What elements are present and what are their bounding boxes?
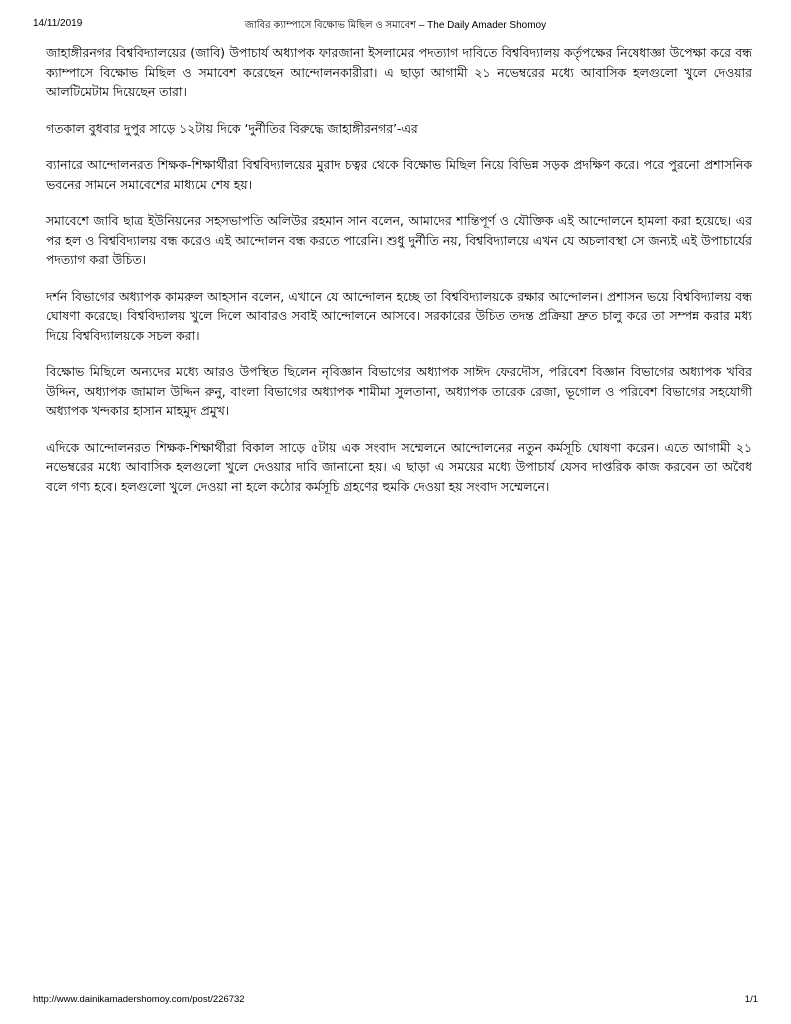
page-number: 1/1 [744,994,758,1005]
article-paragraph: এদিকে আন্দোলনরত শিক্ষক-শিক্ষার্থীরা বিকাল সাড়ে ৫টায় এক সংবাদ সম্মেলনে আন্দোলনের নতুন কর্মসূচি ঘোষণা করেন। এতে আগামী ২১ নভেম্বরের মধ্যে আবাসিক হলগুলো খুলে দেওয়ার দাবি জানানো হয়। এ ছাড়া এ সময়ের মধ্যে উপাচার্য যেসব দাপ্তরিক কাজ করবেন তা অবৈধ বলে গণ্য হবে। হলগুলো খুলে দেওয়া না হলে কঠোর কর্মসূচি গ্রহণের হুমকি দেওয়া হয় সংবাদ সম্মেলনে। [46,439,752,494]
article-paragraph: গতকাল বুধবার দুপুর সাড়ে ১২টায় দিকে ‘দুর্নীতির বিরুদ্ধে জাহাঙ্গীরনগর’-এর [46,120,418,136]
page-title: জাবির ক্যাম্পাসে বিক্ষোভ মিছিল ও সমাবেশ – The Daily Amader Shomoy [244,20,547,31]
article-paragraph: দর্শন বিভাগের অধ্যাপক কামরুল আহসান বলেন, এখানে যে আন্দোলন হচ্ছে তা বিশ্ববিদ্যালয়কে রক্ষার আন্দোলন। প্রশাসন ভয়ে বিশ্ববিদ্যালয় বন্ধ ঘোষণা করেছে। বিশ্ববিদ্যালয় খুলে দিলে আবারও সবাই আন্দোলনে আসবে। সরকারের উচিত তদন্ত প্রক্রিয়া দ্রুত চালু করে তা সম্পন্ন করার মধ্য দিয়ে বিশ্ববিদ্যালয়কে সচল করা। [46,288,752,343]
article-paragraph: জাহাঙ্গীরনগর বিশ্ববিদ্যালয়ের (জাবি) উপাচার্য অধ্যাপক ফারজানা ইসলামের পদত্যাগ দাবিতে বিশ্ববিদ্যালয় কর্তৃপক্ষের নিষেধাজ্ঞা উপেক্ষা করে বন্ধ ক্যাম্পাসে বিক্ষোভ মিছিল ও সমাবেশ করেছেন আন্দোলনকারীরা। এ ছাড়া আগামী ২১ নভেম্বরের মধ্যে আবাসিক হলগুলো খুলে দেওয়ার আলটিমেটাম দিয়েছেন তারা। [46,45,752,99]
article-paragraph: বিক্ষোভ মিছিলে অন্যদের মধ্যে আরও উপস্থিত ছিলেন নৃবিজ্ঞান বিভাগের অধ্যাপক সাঈদ ফেরদৌস, পরিবেশ বিজ্ঞান বিভাগের অধ্যাপক খবির উদ্দিন, অধ্যাপক জামাল উদ্দিন রুনু, বাংলা বিভাগের অধ্যাপক শামীমা সুলতানা, অধ্যাপক তারেক রেজা, ভূগোল ও পরিবেশ বিভাগের সহযোগী অধ্যাপক খন্দকার হাসান মাহমুদ প্রমুখ। [46,364,752,418]
print-date: 14/11/2019 [33,18,83,29]
source-url: http://www.dainikamadershomoy.com/post/226732 [33,994,245,1005]
article-body [46,43,752,513]
article-paragraph: ব্যানারে আন্দোলনরত শিক্ষক-শিক্ষার্থীরা বিশ্ববিদ্যালয়ের মুরাদ চত্বর থেকে বিক্ষোভ মিছিল নিয়ে বিভিন্ন সড়ক প্রদক্ষিণ করে। পরে পুরনো প্রশাসনিক ভবনের সামনে সমাবেশের মাধ্যমে শেষ হয়। [46,157,752,192]
article-paragraph: সমাবেশে জাবি ছাত্র ইউনিয়নের সহসভাপতি অলিউর রহমান সান বলেন, আমাদের শান্তিপূর্ণ ও যৌক্তিক এই আন্দোলনে হামলা করা হয়েছে। এর পর হল ও বিশ্ববিদ্যালয় বন্ধ করেও এই আন্দোলন বন্ধ করতে পারেনি। শুধু দুর্নীতি নয়, বিশ্ববিদ্যালয়ে এখন যে অচলাবস্থা সে জন্যই এই উপাচার্যের পদত্যাগ করা উচিত। [46,213,752,267]
